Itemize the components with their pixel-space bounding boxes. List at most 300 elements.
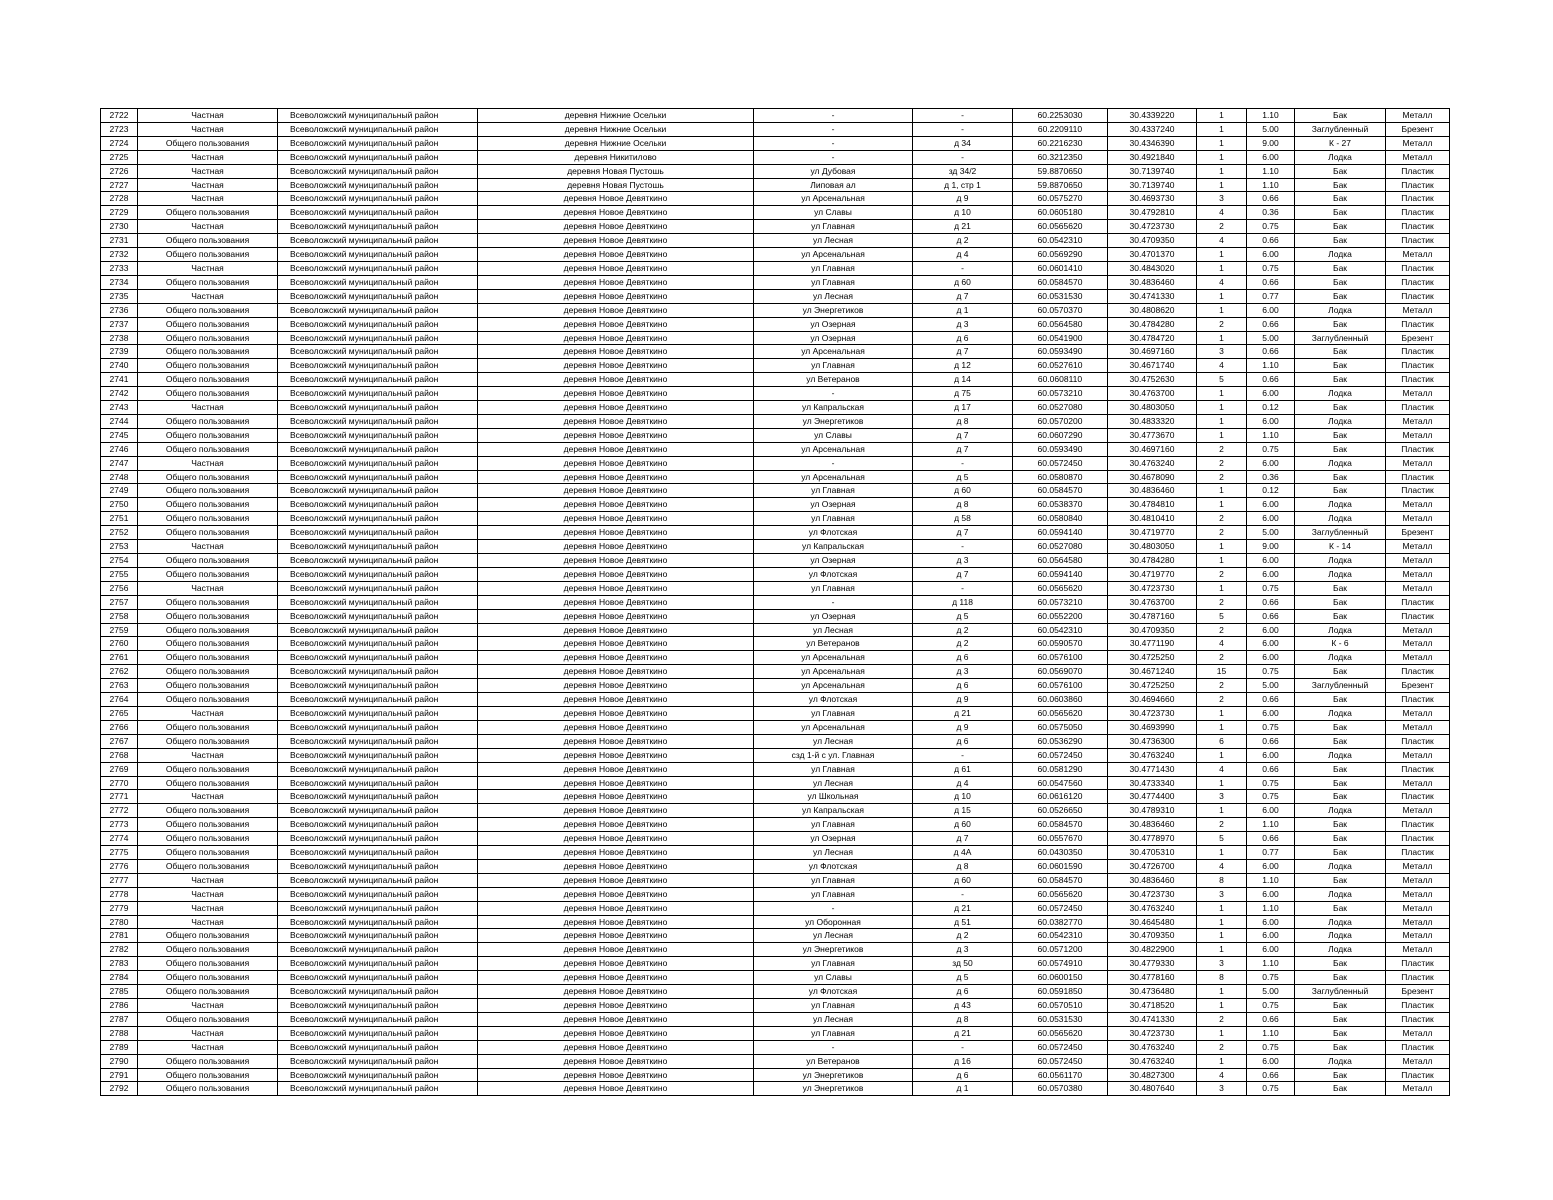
house-cell: зд 50: [913, 957, 1013, 971]
district-cell: Всеволожский муниципальный район: [278, 206, 478, 220]
count-cell: 4: [1197, 275, 1247, 289]
settlement-cell: деревня Новое Девяткино: [478, 456, 754, 470]
row-number-cell: 2760: [101, 637, 138, 651]
latitude-cell: 60.0561170: [1013, 1068, 1108, 1082]
container-type-cell: Лодка: [1295, 512, 1386, 526]
row-number-cell: 2772: [101, 804, 138, 818]
container-type-cell: Бак: [1295, 720, 1386, 734]
house-cell: д 7: [913, 428, 1013, 442]
material-cell: Пластик: [1386, 359, 1450, 373]
district-cell: Всеволожский муниципальный район: [278, 331, 478, 345]
longitude-cell: 30.4827300: [1108, 1068, 1197, 1082]
count-cell: 2: [1197, 693, 1247, 707]
material-cell: Брезент: [1386, 331, 1450, 345]
material-cell: Пластик: [1386, 192, 1450, 206]
street-cell: -: [754, 1040, 913, 1054]
row-number-cell: 2769: [101, 762, 138, 776]
container-type-cell: Бак: [1295, 1082, 1386, 1096]
district-cell: Всеволожский муниципальный район: [278, 915, 478, 929]
count-cell: 4: [1197, 359, 1247, 373]
ownership-cell: Частная: [138, 401, 278, 415]
container-type-cell: Бак: [1295, 428, 1386, 442]
ownership-cell: Общего пользования: [138, 665, 278, 679]
table-row: [101, 540, 1450, 554]
table-row: [101, 665, 1450, 679]
row-number-cell: 2741: [101, 373, 138, 387]
longitude-cell: 30.4773670: [1108, 428, 1197, 442]
volume-cell: 5.00: [1247, 679, 1295, 693]
table-row: [101, 234, 1450, 248]
container-type-cell: Бак: [1295, 275, 1386, 289]
latitude-cell: 60.0584570: [1013, 275, 1108, 289]
longitude-cell: 30.4701370: [1108, 248, 1197, 262]
street-cell: сзд 1-й с ул. Главная: [754, 748, 913, 762]
container-type-cell: Бак: [1295, 609, 1386, 623]
material-cell: Пластик: [1386, 373, 1450, 387]
district-cell: Всеволожский муниципальный район: [278, 818, 478, 832]
material-cell: Пластик: [1386, 790, 1450, 804]
latitude-cell: 60.0538370: [1013, 498, 1108, 512]
ownership-cell: Частная: [138, 261, 278, 275]
material-cell: Металл: [1386, 720, 1450, 734]
count-cell: 1: [1197, 929, 1247, 943]
district-cell: Всеволожский муниципальный район: [278, 1068, 478, 1082]
latitude-cell: 60.2253030: [1013, 109, 1108, 123]
district-cell: Всеволожский муниципальный район: [278, 261, 478, 275]
house-cell: д 3: [913, 665, 1013, 679]
longitude-cell: 30.4836460: [1108, 818, 1197, 832]
latitude-cell: 60.0601410: [1013, 261, 1108, 275]
house-cell: -: [913, 122, 1013, 136]
table-row: [101, 609, 1450, 623]
volume-cell: 1.10: [1247, 109, 1295, 123]
count-cell: 1: [1197, 122, 1247, 136]
longitude-cell: 30.4771430: [1108, 762, 1197, 776]
settlement-cell: деревня Новое Девяткино: [478, 317, 754, 331]
latitude-cell: 60.0557670: [1013, 832, 1108, 846]
street-cell: -: [754, 456, 913, 470]
volume-cell: 6.00: [1247, 804, 1295, 818]
settlement-cell: деревня Новое Девяткино: [478, 637, 754, 651]
row-number-cell: 2752: [101, 526, 138, 540]
longitude-cell: 30.4723730: [1108, 1026, 1197, 1040]
longitude-cell: 30.4774400: [1108, 790, 1197, 804]
table-row: [101, 929, 1450, 943]
count-cell: 2: [1197, 470, 1247, 484]
row-number-cell: 2788: [101, 1026, 138, 1040]
row-number-cell: 2732: [101, 248, 138, 262]
container-type-cell: Заглубленный: [1295, 122, 1386, 136]
table-row: [101, 748, 1450, 762]
longitude-cell: 30.4763240: [1108, 1054, 1197, 1068]
container-type-cell: Заглубленный: [1295, 526, 1386, 540]
material-cell: Металл: [1386, 804, 1450, 818]
house-cell: д 21: [913, 706, 1013, 720]
row-number-cell: 2759: [101, 623, 138, 637]
district-cell: Всеволожский муниципальный район: [278, 401, 478, 415]
house-cell: д 6: [913, 679, 1013, 693]
count-cell: 2: [1197, 595, 1247, 609]
volume-cell: 6.00: [1247, 623, 1295, 637]
longitude-cell: 30.4741330: [1108, 1012, 1197, 1026]
longitude-cell: 30.4709350: [1108, 623, 1197, 637]
count-cell: 1: [1197, 720, 1247, 734]
house-cell: д 60: [913, 275, 1013, 289]
district-cell: Всеволожский муниципальный район: [278, 289, 478, 303]
container-type-cell: Лодка: [1295, 567, 1386, 581]
longitude-cell: 30.4693730: [1108, 192, 1197, 206]
longitude-cell: 30.4346390: [1108, 136, 1197, 150]
table-row: [101, 901, 1450, 915]
count-cell: 2: [1197, 220, 1247, 234]
street-cell: -: [754, 387, 913, 401]
settlement-cell: деревня Новое Девяткино: [478, 540, 754, 554]
latitude-cell: 60.0594140: [1013, 526, 1108, 540]
longitude-cell: 30.4792810: [1108, 206, 1197, 220]
container-type-cell: Бак: [1295, 581, 1386, 595]
table-row: [101, 999, 1450, 1013]
district-cell: Всеволожский муниципальный район: [278, 387, 478, 401]
row-number-cell: 2787: [101, 1012, 138, 1026]
count-cell: 1: [1197, 428, 1247, 442]
ownership-cell: Общего пользования: [138, 679, 278, 693]
material-cell: Металл: [1386, 623, 1450, 637]
table-row: [101, 1026, 1450, 1040]
material-cell: Пластик: [1386, 345, 1450, 359]
street-cell: -: [754, 901, 913, 915]
row-number-cell: 2727: [101, 178, 138, 192]
table-row: [101, 679, 1450, 693]
volume-cell: 0.66: [1247, 762, 1295, 776]
volume-cell: 6.00: [1247, 414, 1295, 428]
count-cell: 1: [1197, 540, 1247, 554]
ownership-cell: Общего пользования: [138, 762, 278, 776]
street-cell: -: [754, 109, 913, 123]
table-row: [101, 1012, 1450, 1026]
latitude-cell: 60.0572450: [1013, 1054, 1108, 1068]
table-row: [101, 706, 1450, 720]
count-cell: 2: [1197, 679, 1247, 693]
ownership-cell: Частная: [138, 109, 278, 123]
latitude-cell: 59.8870650: [1013, 164, 1108, 178]
container-type-cell: Бак: [1295, 1068, 1386, 1082]
house-cell: д 61: [913, 762, 1013, 776]
count-cell: 1: [1197, 846, 1247, 860]
row-number-cell: 2724: [101, 136, 138, 150]
settlement-cell: деревня Новое Девяткино: [478, 192, 754, 206]
table-row: [101, 220, 1450, 234]
material-cell: Пластик: [1386, 261, 1450, 275]
district-cell: Всеволожский муниципальный район: [278, 150, 478, 164]
table-row: [101, 846, 1450, 860]
container-type-cell: Лодка: [1295, 915, 1386, 929]
longitude-cell: 30.4763700: [1108, 387, 1197, 401]
settlement-cell: деревня Новое Девяткино: [478, 1082, 754, 1096]
street-cell: ул Школьная: [754, 790, 913, 804]
count-cell: 3: [1197, 192, 1247, 206]
settlement-cell: деревня Новое Девяткино: [478, 790, 754, 804]
latitude-cell: 60.0570510: [1013, 999, 1108, 1013]
ownership-cell: Общего пользования: [138, 526, 278, 540]
volume-cell: 6.00: [1247, 943, 1295, 957]
street-cell: ул Ветеранов: [754, 373, 913, 387]
table-body: [101, 109, 1450, 1096]
settlement-cell: деревня Новое Девяткино: [478, 331, 754, 345]
district-cell: Всеволожский муниципальный район: [278, 887, 478, 901]
longitude-cell: 30.4763240: [1108, 748, 1197, 762]
volume-cell: 0.12: [1247, 401, 1295, 415]
district-cell: Всеволожский муниципальный район: [278, 109, 478, 123]
material-cell: Металл: [1386, 887, 1450, 901]
table-row: [101, 359, 1450, 373]
table-row: [101, 387, 1450, 401]
table-row: [101, 623, 1450, 637]
longitude-cell: 30.7139740: [1108, 178, 1197, 192]
district-cell: Всеволожский муниципальный район: [278, 192, 478, 206]
latitude-cell: 60.2209110: [1013, 122, 1108, 136]
house-cell: д 7: [913, 567, 1013, 581]
house-cell: д 15: [913, 804, 1013, 818]
district-cell: Всеволожский муниципальный район: [278, 1012, 478, 1026]
district-cell: Всеволожский муниципальный район: [278, 275, 478, 289]
house-cell: д 10: [913, 206, 1013, 220]
street-cell: ул Главная: [754, 887, 913, 901]
row-number-cell: 2729: [101, 206, 138, 220]
ownership-cell: Общего пользования: [138, 595, 278, 609]
latitude-cell: 60.0526650: [1013, 804, 1108, 818]
row-number-cell: 2749: [101, 484, 138, 498]
table-row: [101, 428, 1450, 442]
container-type-cell: Бак: [1295, 1040, 1386, 1054]
container-type-cell: Бак: [1295, 470, 1386, 484]
settlement-cell: деревня Новое Девяткино: [478, 498, 754, 512]
ownership-cell: Общего пользования: [138, 498, 278, 512]
street-cell: ул Арсенальная: [754, 192, 913, 206]
latitude-cell: 60.0608110: [1013, 373, 1108, 387]
table-row: [101, 818, 1450, 832]
row-number-cell: 2746: [101, 442, 138, 456]
row-number-cell: 2777: [101, 873, 138, 887]
district-cell: Всеволожский муниципальный район: [278, 136, 478, 150]
latitude-cell: 60.0564580: [1013, 554, 1108, 568]
count-cell: 5: [1197, 832, 1247, 846]
row-number-cell: 2735: [101, 289, 138, 303]
house-cell: д 9: [913, 693, 1013, 707]
table-row: [101, 373, 1450, 387]
row-number-cell: 2728: [101, 192, 138, 206]
material-cell: Пластик: [1386, 1068, 1450, 1082]
ownership-cell: Общего пользования: [138, 734, 278, 748]
district-cell: Всеволожский муниципальный район: [278, 1082, 478, 1096]
street-cell: ул Энергетиков: [754, 414, 913, 428]
material-cell: Металл: [1386, 428, 1450, 442]
count-cell: 2: [1197, 512, 1247, 526]
count-cell: 1: [1197, 136, 1247, 150]
longitude-cell: 30.4808620: [1108, 303, 1197, 317]
row-number-cell: 2771: [101, 790, 138, 804]
longitude-cell: 30.4693990: [1108, 720, 1197, 734]
row-number-cell: 2789: [101, 1040, 138, 1054]
table-row: [101, 651, 1450, 665]
house-cell: д 5: [913, 971, 1013, 985]
settlement-cell: деревня Новое Девяткино: [478, 428, 754, 442]
material-cell: Пластик: [1386, 832, 1450, 846]
street-cell: ул Флотская: [754, 859, 913, 873]
ownership-cell: Частная: [138, 887, 278, 901]
latitude-cell: 60.0607290: [1013, 428, 1108, 442]
table-row: [101, 136, 1450, 150]
latitude-cell: 60.0593490: [1013, 345, 1108, 359]
material-cell: Пластик: [1386, 234, 1450, 248]
volume-cell: 6.00: [1247, 248, 1295, 262]
material-cell: Пластик: [1386, 595, 1450, 609]
table-row: [101, 693, 1450, 707]
row-number-cell: 2783: [101, 957, 138, 971]
table-row: [101, 985, 1450, 999]
house-cell: -: [913, 150, 1013, 164]
count-cell: 1: [1197, 401, 1247, 415]
table-row: [101, 790, 1450, 804]
ownership-cell: Частная: [138, 999, 278, 1013]
settlement-cell: деревня Новое Девяткино: [478, 971, 754, 985]
house-cell: д 2: [913, 234, 1013, 248]
ownership-cell: Общего пользования: [138, 387, 278, 401]
container-type-cell: Лодка: [1295, 748, 1386, 762]
container-type-cell: Лодка: [1295, 387, 1386, 401]
ownership-cell: Частная: [138, 873, 278, 887]
container-type-cell: Бак: [1295, 192, 1386, 206]
volume-cell: 0.66: [1247, 734, 1295, 748]
house-cell: д 60: [913, 873, 1013, 887]
container-type-cell: Лодка: [1295, 943, 1386, 957]
volume-cell: 0.66: [1247, 192, 1295, 206]
count-cell: 1: [1197, 985, 1247, 999]
district-cell: Всеволожский муниципальный район: [278, 554, 478, 568]
latitude-cell: 60.0581290: [1013, 762, 1108, 776]
ownership-cell: Общего пользования: [138, 248, 278, 262]
row-number-cell: 2758: [101, 609, 138, 623]
district-cell: Всеволожский муниципальный район: [278, 164, 478, 178]
longitude-cell: 30.4771190: [1108, 637, 1197, 651]
volume-cell: 0.75: [1247, 1082, 1295, 1096]
table-row: [101, 317, 1450, 331]
material-cell: Пластик: [1386, 289, 1450, 303]
ownership-cell: Общего пользования: [138, 693, 278, 707]
settlement-cell: деревня Новое Девяткино: [478, 1040, 754, 1054]
material-cell: Пластик: [1386, 401, 1450, 415]
ownership-cell: Общего пользования: [138, 1054, 278, 1068]
longitude-cell: 30.4725250: [1108, 679, 1197, 693]
container-type-cell: Заглубленный: [1295, 679, 1386, 693]
latitude-cell: 60.0573210: [1013, 387, 1108, 401]
longitude-cell: 30.4723730: [1108, 581, 1197, 595]
volume-cell: 5.00: [1247, 526, 1295, 540]
latitude-cell: 60.0542310: [1013, 234, 1108, 248]
volume-cell: 0.66: [1247, 609, 1295, 623]
street-cell: ул Главная: [754, 873, 913, 887]
settlement-cell: деревня Новое Девяткино: [478, 1012, 754, 1026]
count-cell: 2: [1197, 1040, 1247, 1054]
street-cell: ул Арсенальная: [754, 679, 913, 693]
table-row: [101, 512, 1450, 526]
table-row: [101, 178, 1450, 192]
material-cell: Пластик: [1386, 220, 1450, 234]
ownership-cell: Общего пользования: [138, 275, 278, 289]
volume-cell: 6.00: [1247, 512, 1295, 526]
volume-cell: 6.00: [1247, 859, 1295, 873]
ownership-cell: Общего пользования: [138, 373, 278, 387]
street-cell: ул Арсенальная: [754, 442, 913, 456]
settlement-cell: деревня Новое Девяткино: [478, 567, 754, 581]
settlement-cell: деревня Новое Девяткино: [478, 929, 754, 943]
material-cell: Металл: [1386, 1082, 1450, 1096]
settlement-cell: деревня Новое Девяткино: [478, 401, 754, 415]
house-cell: д 6: [913, 1068, 1013, 1082]
longitude-cell: 30.4339220: [1108, 109, 1197, 123]
settlement-cell: деревня Новое Девяткино: [478, 762, 754, 776]
longitude-cell: 30.7139740: [1108, 164, 1197, 178]
street-cell: ул Оборонная: [754, 915, 913, 929]
count-cell: 1: [1197, 748, 1247, 762]
container-type-cell: Лодка: [1295, 706, 1386, 720]
latitude-cell: 60.0575270: [1013, 192, 1108, 206]
volume-cell: 0.12: [1247, 484, 1295, 498]
latitude-cell: 60.0564580: [1013, 317, 1108, 331]
house-cell: д 7: [913, 832, 1013, 846]
street-cell: ул Лесная: [754, 289, 913, 303]
table-row: [101, 109, 1450, 123]
table-row: [101, 637, 1450, 651]
settlement-cell: деревня Новое Девяткино: [478, 748, 754, 762]
longitude-cell: 30.4784810: [1108, 498, 1197, 512]
district-cell: Всеволожский муниципальный район: [278, 873, 478, 887]
settlement-cell: деревня Новое Девяткино: [478, 1068, 754, 1082]
latitude-cell: 60.0569290: [1013, 248, 1108, 262]
latitude-cell: 60.0584570: [1013, 818, 1108, 832]
container-type-cell: Бак: [1295, 178, 1386, 192]
district-cell: Всеволожский муниципальный район: [278, 428, 478, 442]
volume-cell: 1.10: [1247, 873, 1295, 887]
longitude-cell: 30.4736480: [1108, 985, 1197, 999]
house-cell: д 5: [913, 470, 1013, 484]
street-cell: ул Арсенальная: [754, 720, 913, 734]
house-cell: д 21: [913, 1026, 1013, 1040]
ownership-cell: Общего пользования: [138, 470, 278, 484]
count-cell: 2: [1197, 526, 1247, 540]
house-cell: д 8: [913, 498, 1013, 512]
longitude-cell: 30.4671740: [1108, 359, 1197, 373]
table-row: [101, 122, 1450, 136]
container-type-cell: Бак: [1295, 484, 1386, 498]
container-type-cell: Бак: [1295, 762, 1386, 776]
volume-cell: 9.00: [1247, 136, 1295, 150]
street-cell: ул Славы: [754, 971, 913, 985]
table-row: [101, 289, 1450, 303]
settlement-cell: деревня Новое Девяткино: [478, 818, 754, 832]
row-number-cell: 2738: [101, 331, 138, 345]
volume-cell: 0.75: [1247, 581, 1295, 595]
settlement-cell: деревня Новое Девяткино: [478, 901, 754, 915]
latitude-cell: 60.0571200: [1013, 943, 1108, 957]
ownership-cell: Общего пользования: [138, 971, 278, 985]
count-cell: 1: [1197, 261, 1247, 275]
settlement-cell: деревня Новое Девяткино: [478, 832, 754, 846]
street-cell: ул Озерная: [754, 498, 913, 512]
volume-cell: 0.75: [1247, 442, 1295, 456]
row-number-cell: 2745: [101, 428, 138, 442]
longitude-cell: 30.4836460: [1108, 275, 1197, 289]
material-cell: Пластик: [1386, 609, 1450, 623]
